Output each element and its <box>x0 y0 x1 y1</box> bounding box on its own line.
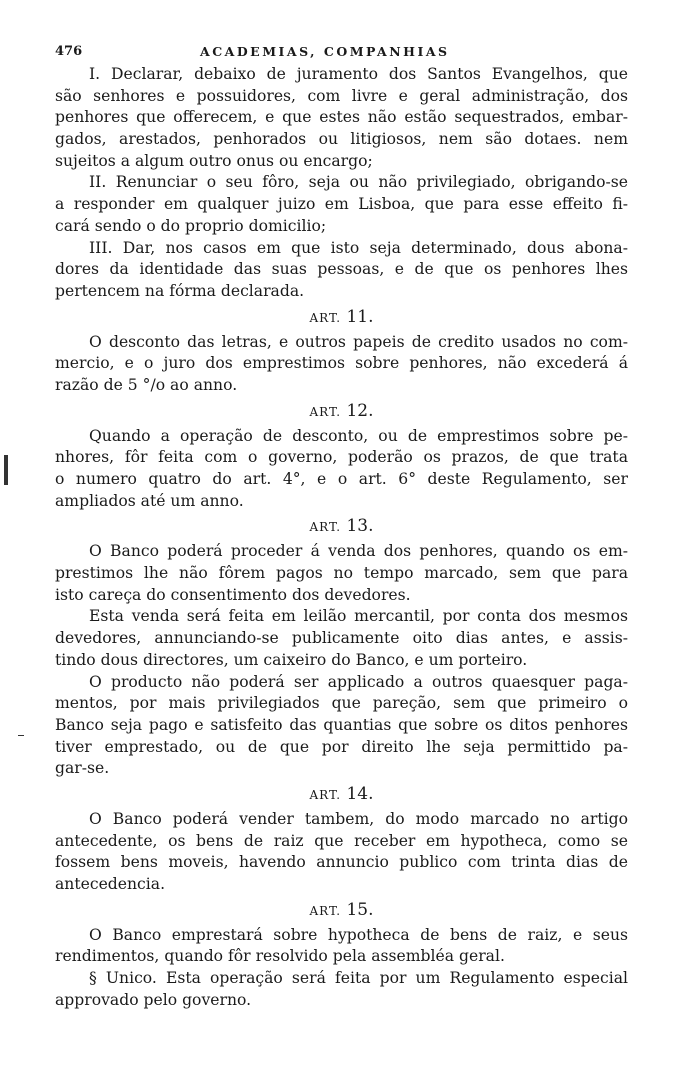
article-number: 11. <box>346 306 374 327</box>
text-line: penhores que offerecem, e que estes não estão sequestrados, embar- <box>55 108 628 127</box>
text-line: § Unico. Esta operação será feita por um Regulamento especial <box>89 969 628 988</box>
text-line: prestimos lhe não fôrem pagos no tempo marcado, sem que para <box>55 564 628 583</box>
text-line: Esta venda será feita em leilão mercantil, por conta dos mesmos <box>89 607 628 626</box>
article-heading <box>55 306 628 328</box>
text-line: II. Renunciar o seu fôro, seja ou não privilegiado, obrigando-se <box>89 173 628 192</box>
paragraph <box>55 809 628 896</box>
text-line: devedores, annunciando-se publicamente oito dias antes, e assis- <box>55 629 628 648</box>
text-line: Banco seja pago e satisfeito das quantias que sobre os ditos penhores <box>55 715 628 734</box>
text-line: o numero quatro do art. 4°, e o art. 6° deste Regulamento, ser <box>55 470 628 488</box>
text-line: tindo dous directores, um caixeiro do Banco, e um porteiro. <box>55 650 528 669</box>
article-number: 12. <box>346 400 374 421</box>
article-prefix: ART. <box>309 520 342 535</box>
text-line: isto careça do consentimento dos devedores. <box>55 585 411 604</box>
article-number: 14. <box>346 783 374 804</box>
article-number: 15. <box>346 899 374 920</box>
text-line: são senhores e possuidores, com livre e geral administração, dos <box>55 86 628 105</box>
book-page <box>55 40 628 1011</box>
text-line: a responder em qualquer juizo em Lisboa, que para esse effeito fi- <box>55 195 628 214</box>
text-line: O desconto das letras, e outros papeis de credito usados no com- <box>89 332 628 351</box>
running-title: ACADEMIAS, COMPANHIAS <box>200 44 450 59</box>
text-line: O producto não poderá ser applicado a outros quaesquer paga- <box>89 672 628 691</box>
paragraph <box>55 64 628 172</box>
article-prefix: ART. <box>309 404 342 419</box>
text-line: gar-se. <box>55 759 110 778</box>
text-line: gados, arestados, penhorados ou litigiosos, nem são dotaes. nem <box>55 130 628 149</box>
text-line: O Banco emprestará sobre hypotheca de bens de raiz, e seus <box>89 925 628 944</box>
text-line: cará sendo o do proprio domicilio; <box>55 216 327 235</box>
paragraph <box>55 606 628 671</box>
article-heading <box>55 783 628 805</box>
page-header <box>55 40 628 64</box>
scan-margin-mark <box>4 455 8 485</box>
text-line: approvado pelo governo. <box>55 990 252 1009</box>
article-prefix: ART. <box>309 903 342 918</box>
text-line: antecedencia. <box>55 875 166 893</box>
article-heading <box>55 515 628 537</box>
text-line: mentos, por mais privilegiados que pareção, sem que primeiro o <box>55 694 628 713</box>
page-number: 476 <box>55 44 83 59</box>
paragraph <box>55 925 628 968</box>
text-line: mercio, e o juro dos emprestimos sobre penhores, não excederá á <box>55 354 628 373</box>
text-line: III. Dar, nos casos em que isto seja determinado, dous abona- <box>89 238 628 257</box>
page-body <box>55 64 628 1011</box>
text-line: O Banco poderá vender tambem, do modo marcado no artigo <box>89 809 628 828</box>
paragraph <box>55 541 628 606</box>
text-line: pertencem na fórma declarada. <box>55 281 305 300</box>
paragraph <box>55 332 628 397</box>
text-line: tiver emprestado, ou de que por direito lhe seja permittido pa- <box>55 737 628 756</box>
text-line: ampliados até um anno. <box>55 491 244 510</box>
article-heading <box>55 899 628 921</box>
text-line: I. Declarar, debaixo de juramento dos Santos Evangelhos, que <box>89 65 628 83</box>
text-line: O Banco poderá proceder á venda dos penhores, quando os em- <box>89 542 628 561</box>
paragraph <box>55 672 628 780</box>
paragraph <box>55 426 628 513</box>
text-line: fossem bens moveis, havendo annuncio publico com trinta dias de <box>55 853 628 872</box>
text-line: sujeitos a algum outro onus ou encargo; <box>55 151 373 170</box>
article-number: 13. <box>346 516 374 537</box>
text-line: Quando a operação de desconto, ou de emprestimos sobre pe- <box>89 426 628 445</box>
paragraph <box>55 172 628 237</box>
paragraph <box>55 238 628 303</box>
scan-margin-mark <box>18 735 24 736</box>
text-line: rendimentos, quando fôr resolvido pela assembléa geral. <box>55 947 505 966</box>
text-line: razão de 5 °/o ao anno. <box>55 375 238 394</box>
article-prefix: ART. <box>309 310 342 325</box>
text-line: nhores, fôr feita com o governo, poderão os prazos, de que trata <box>55 448 628 467</box>
paragraph <box>55 968 628 1011</box>
text-line: antecedente, os bens de raiz que receber em hypotheca, como se <box>55 831 628 850</box>
article-prefix: ART. <box>309 787 342 802</box>
text-line: dores da identidade das suas pessoas, e de que os penhores lhes <box>55 260 628 279</box>
article-heading <box>55 400 628 422</box>
